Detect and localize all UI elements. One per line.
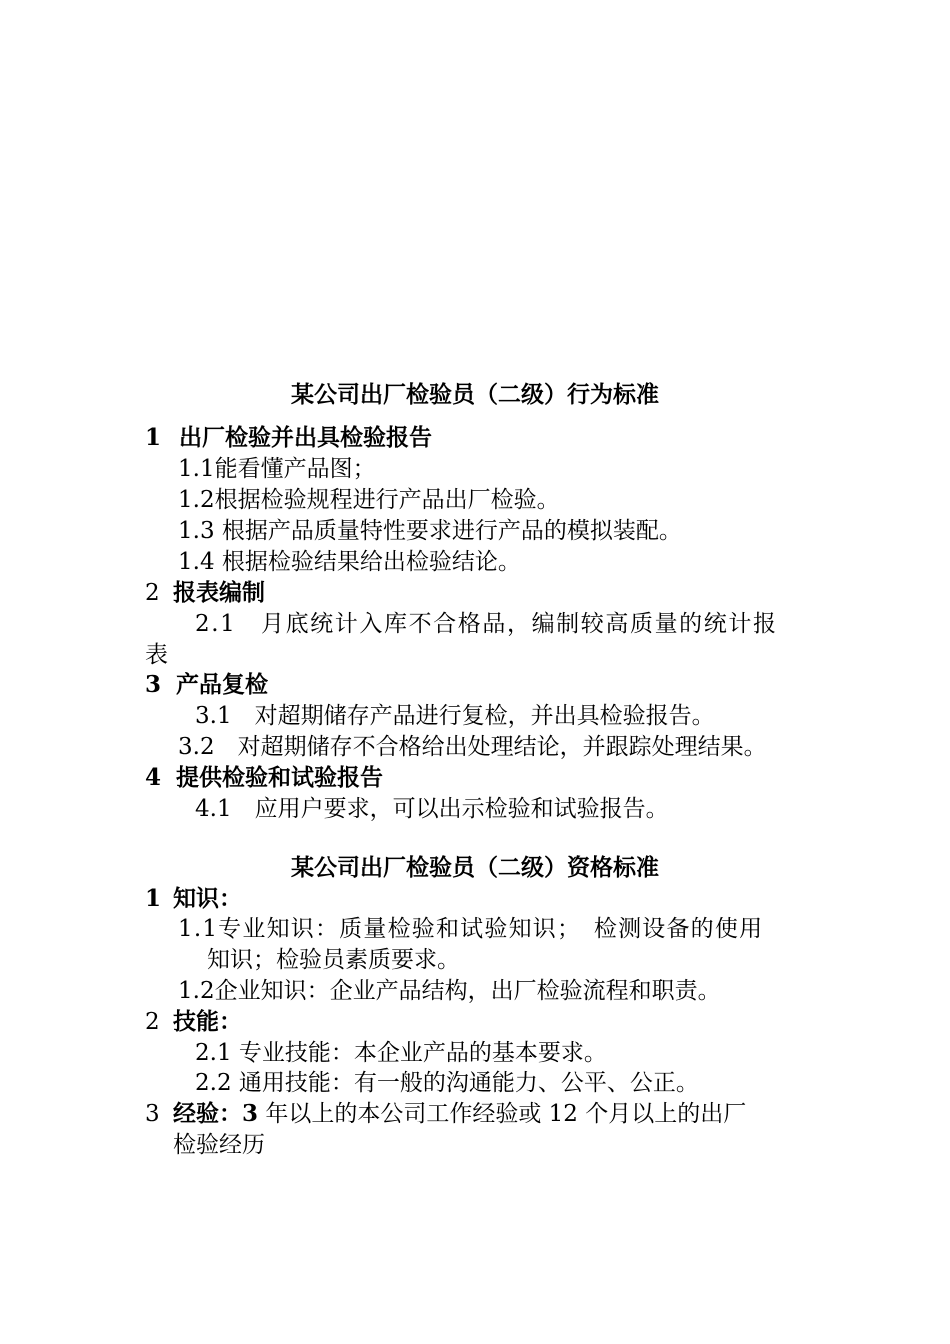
experience-years: 3 (242, 1100, 259, 1127)
behavior-item-2-1: 2.1 月底统计入库不合格品，编制较高质量的统计报 (195, 611, 778, 637)
qualification-title: 某公司出厂检验员（二级）资格标准 (291, 854, 659, 881)
section-number: 3 (145, 671, 162, 698)
section-number: 2 (145, 1009, 160, 1035)
behavior-section-4-heading (145, 763, 383, 793)
qualification-section-3-cont: 检验经历 (173, 1132, 265, 1158)
qualification-item-1-2: 1.2企业知识：企业产品结构，出厂检验流程和职责。 (178, 978, 721, 1004)
section-heading: 报表编制 (173, 579, 265, 606)
section-heading: 经验： (173, 1100, 242, 1127)
behavior-item-3-2: 3.2 对超期储存不合格给出处理结论，并跟踪处理结果。 (178, 734, 767, 760)
qualification-item-1-1: 1.1专业知识：质量检验和试验知识； 检测设备的使用 (178, 916, 764, 942)
behavior-title: 某公司出厂检验员（二级）行为标准 (291, 381, 659, 408)
behavior-item-1-4: 1.4 根据检验结果给出检验结论。 (178, 549, 521, 575)
qualification-item-1-1-cont: 知识；检验员素质要求。 (207, 947, 460, 973)
section-number: 1 (145, 424, 162, 451)
behavior-section-3-heading (145, 670, 268, 700)
behavior-item-1-3: 1.3 根据产品质量特性要求进行产品的模拟装配。 (178, 518, 682, 544)
section-number: 2 (145, 580, 160, 606)
section-heading: 出厂检验并出具检验报告 (179, 424, 432, 451)
behavior-item-3-1: 3.1 对超期储存产品进行复检，并出具检验报告。 (195, 703, 715, 729)
section-heading: 知识： (173, 885, 242, 912)
section-number: 4 (145, 764, 162, 791)
qualification-section-2-heading (145, 1007, 242, 1037)
behavior-item-4-1: 4.1 应用户要求，可以出示检验和试验报告。 (195, 796, 669, 822)
section-number: 3 (145, 1101, 160, 1127)
qualification-item-2-1: 2.1 专业技能：本企业产品的基本要求。 (195, 1040, 607, 1066)
behavior-item-1-2: 1.2根据检验规程进行产品出厂检验。 (178, 487, 560, 513)
section-heading: 提供检验和试验报告 (176, 764, 383, 791)
behavior-item-2-1-cont: 表 (145, 642, 168, 668)
experience-text: 年以上的本公司工作经验或 12 个月以上的出厂 (258, 1101, 747, 1127)
qualification-item-2-2: 2.2 通用技能：有一般的沟通能力、公平、公正。 (195, 1070, 699, 1096)
behavior-section-2-heading (145, 578, 265, 608)
section-heading: 产品复检 (176, 671, 268, 698)
behavior-item-1-1: 1.1能看懂产品图； (178, 456, 376, 482)
qualification-section-3 (145, 1099, 746, 1129)
section-number: 1 (145, 885, 162, 912)
qualification-section-1-heading (145, 884, 242, 914)
behavior-section-1-heading (145, 423, 432, 453)
section-heading: 技能： (173, 1008, 242, 1035)
